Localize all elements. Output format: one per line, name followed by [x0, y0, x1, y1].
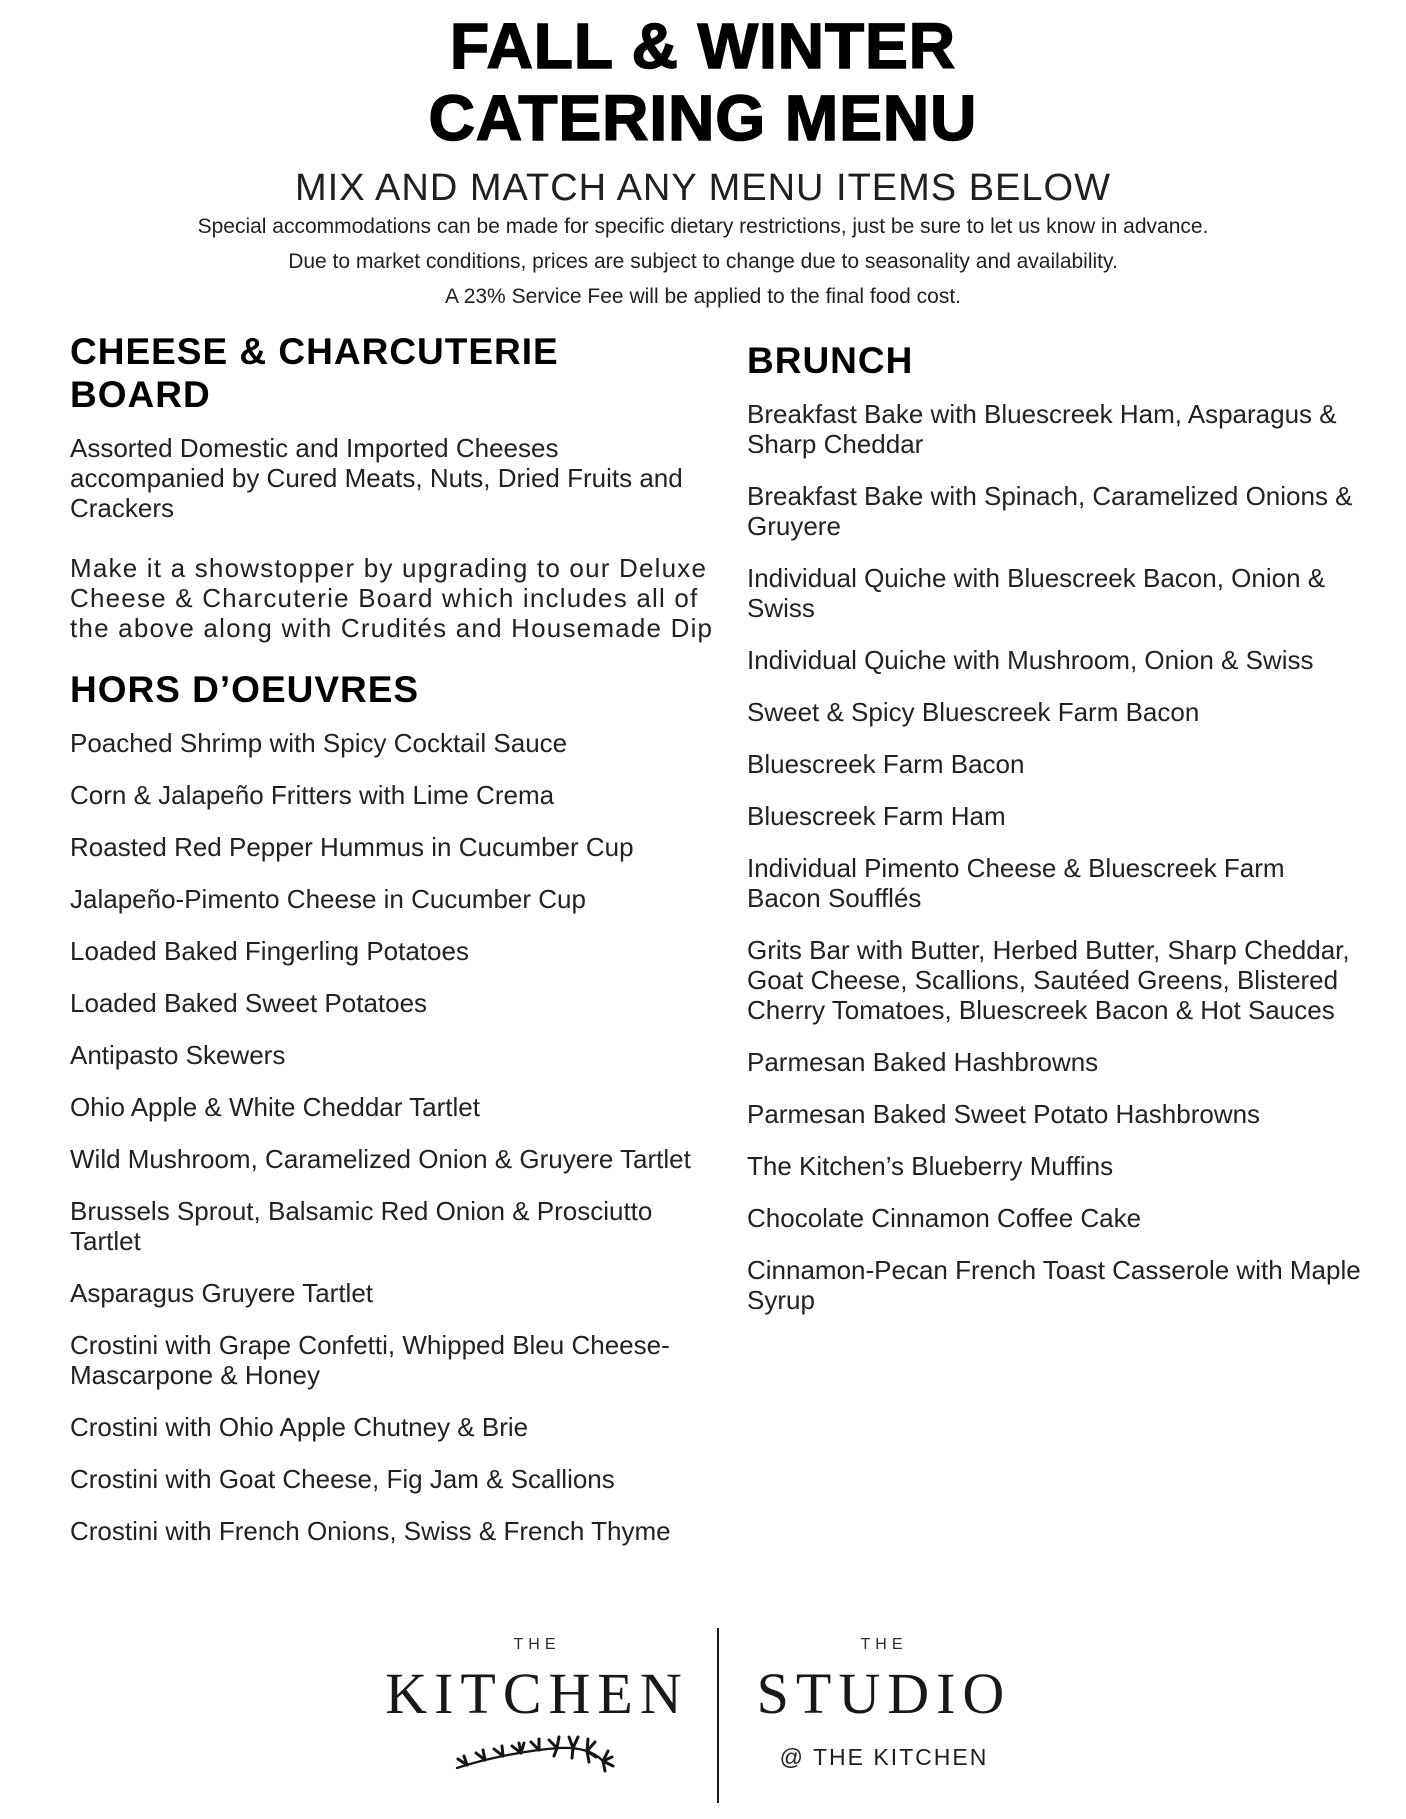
note-service-fee: A 23% Service Fee will be applied to the final food cost.	[445, 285, 961, 308]
menu-item: Bluescreek Farm Bacon	[747, 749, 1025, 779]
kitchen-logo	[357, 1628, 717, 1803]
page-title-line-2: CATERING MENU	[428, 82, 978, 154]
menu-item: Ohio Apple & White Cheddar Tartlet	[70, 1092, 480, 1122]
note-market-conditions: Due to market conditions, prices are subject to change due to seasonality and availability.	[288, 250, 1118, 273]
menu-item: Chocolate Cinnamon Coffee Cake	[747, 1203, 1142, 1233]
menu-item: Loaded Baked Sweet Potatoes	[70, 988, 428, 1018]
studio-logo-name: STUDIO	[756, 1661, 1012, 1726]
menu-item: Breakfast Bake with Bluescreek Ham, Asparagus & Sharp Cheddar	[747, 399, 1337, 459]
kitchen-logo-name: KITCHEN	[385, 1661, 689, 1726]
menu-item: Loaded Baked Fingerling Potatoes	[70, 936, 469, 966]
menu-item: Parmesan Baked Sweet Potato Hashbrowns	[747, 1099, 1261, 1129]
left-column	[70, 330, 714, 1568]
studio-logo-eyebrow: THE	[860, 1636, 908, 1653]
menu-subtitle: MIX AND MATCH ANY MENU ITEMS BELOW	[295, 167, 1111, 209]
section-cheese-charcuterie-board	[70, 330, 714, 643]
menu-header	[0, 0, 1406, 309]
menu-item: Antipasto Skewers	[70, 1040, 286, 1070]
cheese-board-heading: CHEESE & CHARCUTERIE BOARD	[70, 331, 559, 415]
kitchen-logo-eyebrow: THE	[513, 1636, 561, 1653]
herb-sprig-icon	[453, 1728, 621, 1778]
menu-item: The Kitchen’s Blueberry Muffins	[747, 1151, 1114, 1181]
menu-item: Asparagus Gruyere Tartlet	[70, 1278, 373, 1308]
menu-item: Parmesan Baked Hashbrowns	[747, 1047, 1099, 1077]
menu-item: Grits Bar with Butter, Herbed Butter, Sharp Cheddar, Goat Cheese, Scallions, Sautéed Greens, Blistered Cherry Tomatoes, Bluescreek Bacon & Hot Sauces	[747, 935, 1350, 1025]
note-dietary: Special accommodations can be made for specific dietary restrictions, just be sure to let us know in advance.	[197, 215, 1209, 238]
right-column	[747, 330, 1362, 1337]
menu-item: Corn & Jalapeño Fritters with Lime Crema	[70, 780, 555, 810]
menu-item: Crostini with Goat Cheese, Fig Jam & Scallions	[70, 1464, 615, 1494]
hors-doeuvres-heading: HORS D’OEUVRES	[70, 669, 420, 710]
menu-item: Poached Shrimp with Spicy Cocktail Sauce	[70, 728, 568, 758]
page-title	[0, 10, 1406, 154]
menu-item: Breakfast Bake with Spinach, Caramelized Onions & Gruyere	[747, 481, 1353, 541]
menu-item: Individual Quiche with Mushroom, Onion & Swiss	[747, 645, 1314, 675]
menu-item: Brussels Sprout, Balsamic Red Onion & Prosciutto Tartlet	[70, 1196, 653, 1256]
menu-item: Jalapeño-Pimento Cheese in Cucumber Cup	[70, 884, 586, 914]
menu-item: Roasted Red Pepper Hummus in Cucumber Cup	[70, 832, 634, 862]
menu-item: Bluescreek Farm Ham	[747, 801, 1006, 831]
menu-item: Wild Mushroom, Caramelized Onion & Gruyere Tartlet	[70, 1144, 691, 1174]
menu-notes	[0, 214, 1406, 309]
studio-logo	[719, 1628, 1049, 1803]
page-title-line-1: FALL & WINTER	[450, 10, 956, 82]
studio-logo-tagline: @ THE KITCHEN	[779, 1744, 989, 1770]
cheese-board-description: Assorted Domestic and Imported Cheeses accompanied by Cured Meats, Nuts, Dried Fruits and Crackers	[70, 433, 683, 523]
menu-item: Cinnamon-Pecan French Toast Casserole with Maple Syrup	[747, 1255, 1361, 1315]
brunch-heading: BRUNCH	[747, 340, 914, 381]
menu-columns	[0, 330, 1406, 1568]
cheese-board-upgrade-note: Make it a showstopper by upgrading to our Deluxe Cheese & Charcuterie Board which includes all of the above along with Crudités and Housemade Dip	[70, 553, 714, 643]
menu-item: Crostini with Grape Confetti, Whipped Bleu Cheese-Mascarpone & Honey	[70, 1330, 670, 1390]
menu-item: Individual Pimento Cheese & Bluescreek Farm Bacon Soufflés	[747, 853, 1285, 913]
menu-item: Individual Quiche with Bluescreek Bacon, Onion & Swiss	[747, 563, 1326, 623]
section-brunch	[747, 339, 1362, 1315]
menu-footer	[0, 1628, 1406, 1803]
menu-item: Crostini with Ohio Apple Chutney & Brie	[70, 1412, 529, 1442]
menu-item: Crostini with French Onions, Swiss & French Thyme	[70, 1516, 671, 1546]
menu-item: Sweet & Spicy Bluescreek Farm Bacon	[747, 697, 1200, 727]
section-hors-doeuvres	[70, 668, 700, 1546]
